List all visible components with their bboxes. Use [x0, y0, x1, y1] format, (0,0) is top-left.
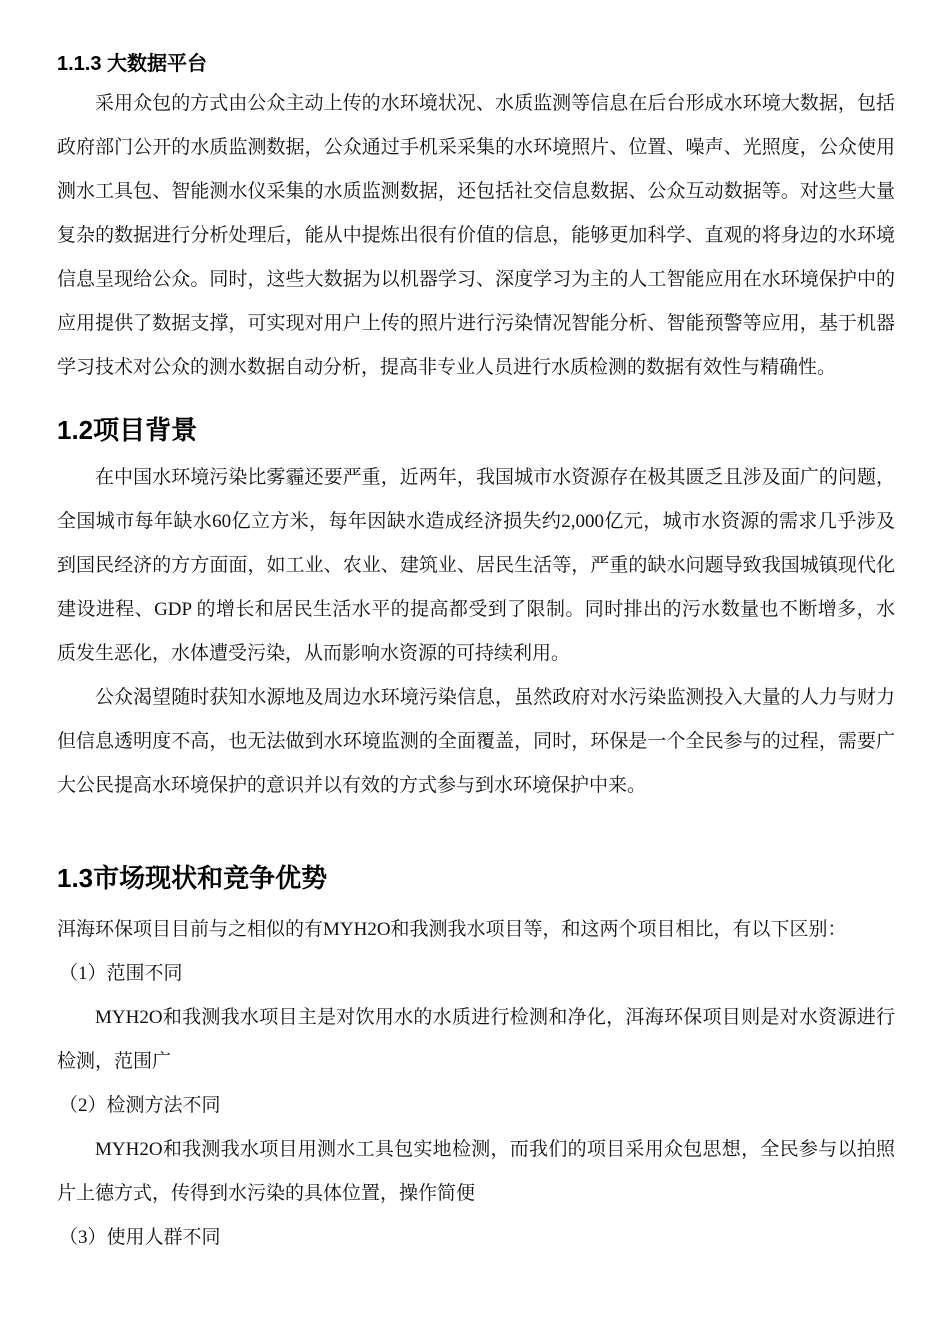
section-heading-1-2: 1.2项目背景: [57, 415, 198, 445]
paragraph-1-2-first: 在中国水环境污染比雾霾还要严重，近两年，我国城市水资源存在极其匮乏且涉及面广的问题，全国城市每年缺水60亿立方米，每年因缺水造成经济损失约2,000亿元，城市水资源的需求几乎涉及到国民经济的方方面面，如工业、农业、建筑业、居民生活等，严重的缺水问题导致我国城镇现代化建设进程、GDP 的增长和居民生活水平的提高都受到了限制。同时排出的污水数量也不断增多，水质发生恶化，水体遭受污染，从而影响水资源的可持续利用。: [57, 467, 895, 664]
section-heading-1-1-3: 1.1.3 大数据平台: [57, 53, 208, 75]
list-item-2-body: MYH2O和我测我水项目用测水工具包实地检测，而我们的项目采用众包思想，全民参与以拍照片上德方式，传得到水污染的具体位置，操作简便: [57, 1139, 895, 1204]
list-item-1-body: MYH2O和我测我水项目主是对饮用水的水质进行检测和净化，洱海环保项目则是对水资源进行检测，范围广: [57, 1007, 895, 1072]
paragraph-1-2-second: 公众渴望随时获知水源地及周边水环境污染信息，虽然政府对水污染监测投入大量的人力与财力但信息透明度不高，也无法做到水环境监测的全面覆盖，同时，环保是一个全民参与的过程，需要广大公民提高水环境保护的意识并以有效的方式参与到水环境保护中来。: [57, 687, 895, 796]
section-heading-1-3: 1.3市场现状和竞争优势: [57, 863, 328, 893]
list-item-2-label: （2）检测方法不同: [59, 1095, 221, 1116]
paragraph-1-3-intro: 洱海环保项目目前与之相似的有MYH2O和我测我水项目等，和这两个项目相比，有以下区别：: [57, 919, 847, 940]
paragraph-1-1-3-body: 采用众包的方式由公众主动上传的水环境状况、水质监测等信息在后台形成水环境大数据，包括政府部门公开的水质监测数据，公众通过手机采采集的水环境照片、位置、噪声、光照度，公众使用测水工具包、智能测水仪采集的水质监测数据，还包括社交信息数据、公众互动数据等。对这些大量复杂的数据进行分析处理后，能从中提炼出很有价值的信息，能够更加科学、直观的将身边的水环境信息呈现给公众。同时，这些大数据为以机器学习、深度学习为主的人工智能应用在水环境保护中的应用提供了数据支撑，可实现对用户上传的照片进行污染情况智能分析、智能预警等应用，基于机器学习技术对公众的测水数据自动分析，提高非专业人员进行水质检测的数据有效性与精确性。: [57, 93, 895, 378]
list-item-1-label: （1）范围不同: [59, 963, 183, 984]
list-item-3-label: （3）使用人群不同: [59, 1227, 221, 1248]
